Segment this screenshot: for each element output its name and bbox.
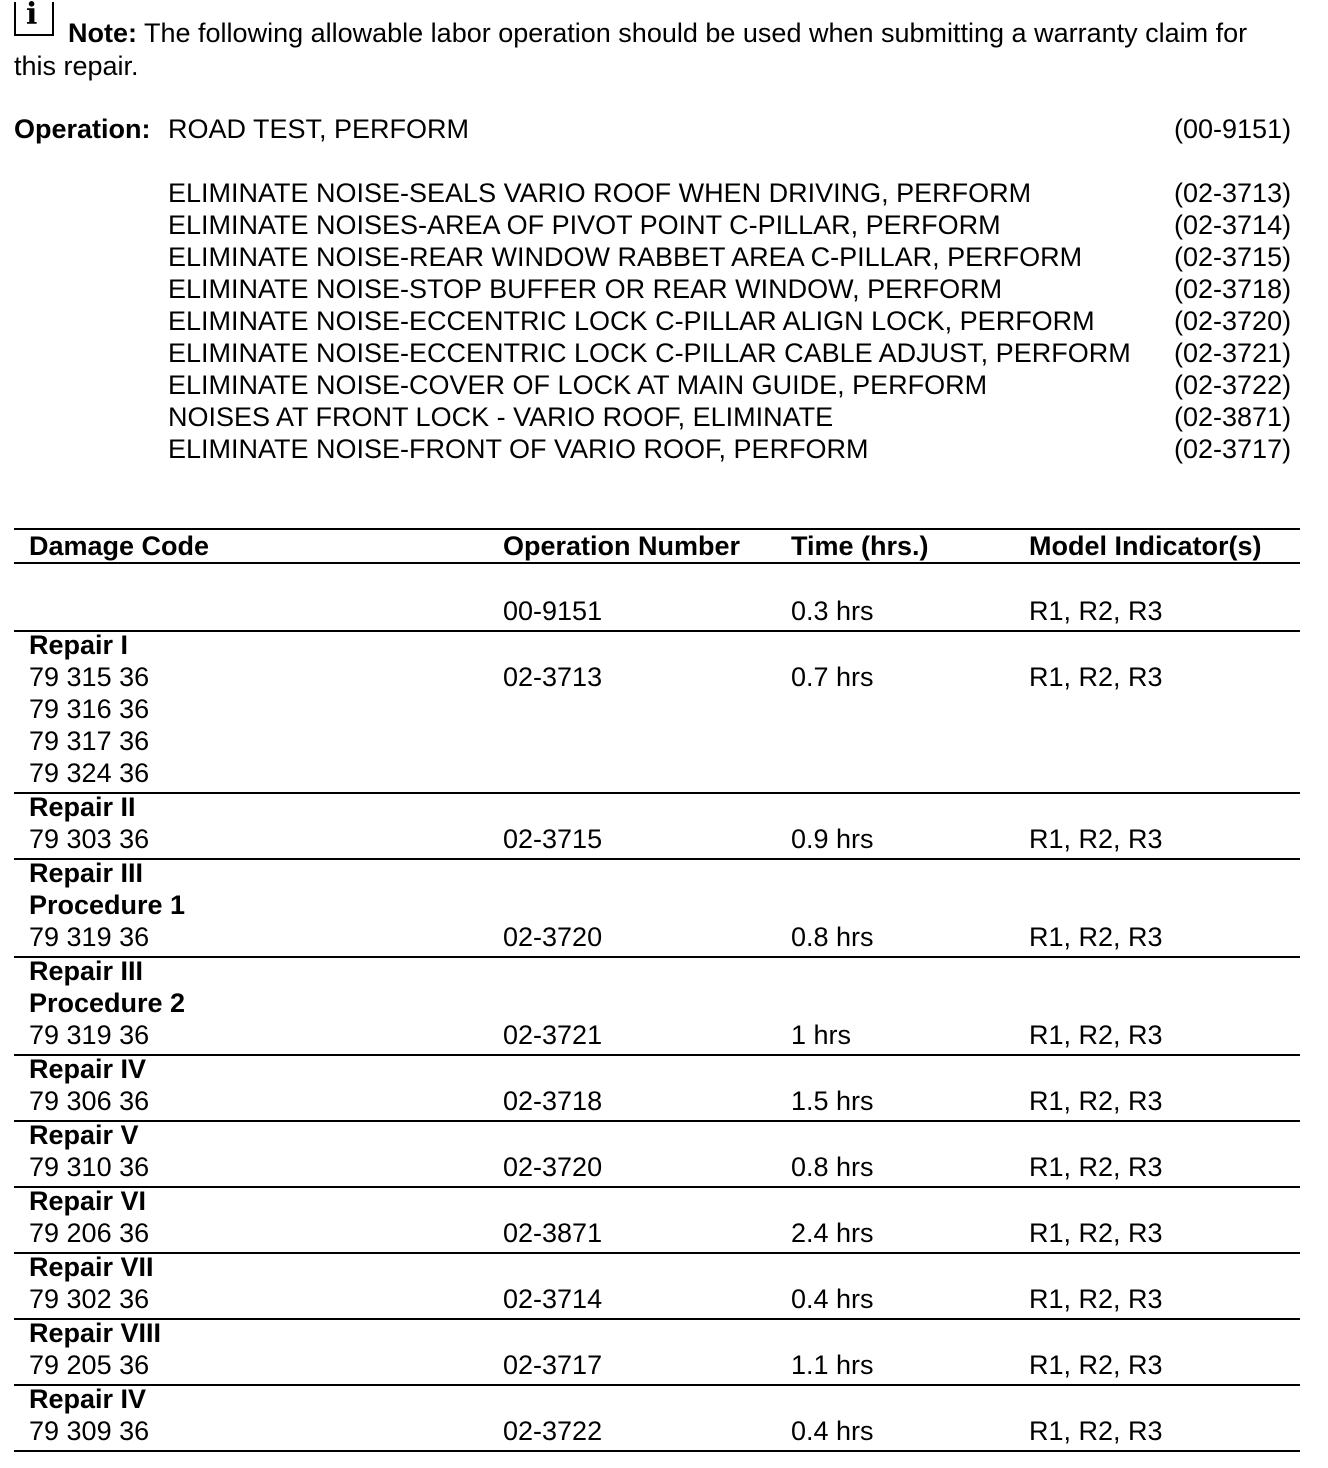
operation-code: (02-3715) (1174, 242, 1292, 272)
operation-number: 02-3713 (503, 662, 603, 692)
operation-description: ELIMINATE NOISE-FRONT OF VARIO ROOF, PERFORM (168, 434, 869, 464)
note-line-2: this repair. (14, 51, 139, 81)
repair-label: Repair III (29, 858, 144, 888)
operation-number: 00-9151 (503, 596, 603, 626)
header-damage-code: Damage Code (29, 531, 210, 561)
row-separator (14, 1450, 1300, 1452)
row-separator (14, 1384, 1300, 1386)
header-operation-number: Operation Number (503, 531, 741, 561)
note-text-1: The following allowable labor operation should be used when submitting a warranty claim for (144, 18, 1248, 48)
row-separator (14, 792, 1300, 794)
operation-code: (02-3871) (1174, 402, 1292, 432)
operation-code: (02-3722) (1174, 370, 1292, 400)
repair-label: Repair II (29, 792, 136, 822)
operation-description: ELIMINATE NOISE-COVER OF LOCK AT MAIN GUIDE, PERFORM (168, 370, 988, 400)
repair-label: Repair I (29, 630, 129, 660)
table-top-rule (14, 528, 1300, 530)
operation-description: ROAD TEST, PERFORM (168, 114, 470, 144)
operation-number: 02-3722 (503, 1416, 603, 1446)
time-value: 0.7 hrs (791, 662, 874, 692)
damage-code: 79 316 36 (29, 694, 150, 724)
operation-number: 02-3714 (503, 1284, 603, 1314)
operation-number: 02-3717 (503, 1350, 603, 1380)
damage-code: 79 306 36 (29, 1086, 150, 1116)
operation-description: ELIMINATE NOISE-STOP BUFFER OR REAR WINDOW, PERFORM (168, 274, 1003, 304)
header-model-indicators: Model Indicator(s) (1029, 531, 1262, 561)
row-separator (14, 1054, 1300, 1056)
row-separator (14, 630, 1300, 632)
operation-code: (02-3721) (1174, 338, 1292, 368)
row-separator (14, 1252, 1300, 1254)
model-indicators: R1, R2, R3 (1029, 596, 1163, 626)
row-separator (14, 858, 1300, 860)
damage-code: 79 319 36 (29, 1020, 150, 1050)
model-indicators: R1, R2, R3 (1029, 1218, 1163, 1248)
operation-code: (02-3720) (1174, 306, 1292, 336)
damage-code: 79 310 36 (29, 1152, 150, 1182)
damage-code: 79 319 36 (29, 922, 150, 952)
model-indicators: R1, R2, R3 (1029, 824, 1163, 854)
repair-label: Repair IV (29, 1054, 147, 1084)
operation-number: 02-3720 (503, 922, 603, 952)
damage-code: 79 324 36 (29, 758, 150, 788)
repair-label: Repair VII (29, 1252, 154, 1282)
info-icon: i (14, 2, 54, 36)
repair-label: Procedure 2 (29, 988, 186, 1018)
operation-description: ELIMINATE NOISE-ECCENTRIC LOCK C-PILLAR ALIGN LOCK, PERFORM (168, 306, 1095, 336)
damage-code: 79 303 36 (29, 824, 150, 854)
note-label: Note: (68, 18, 137, 48)
operation-number: 02-3721 (503, 1020, 603, 1050)
time-value: 2.4 hrs (791, 1218, 874, 1248)
repair-label: Repair V (29, 1120, 139, 1150)
model-indicators: R1, R2, R3 (1029, 662, 1163, 692)
operation-code: (02-3714) (1174, 210, 1292, 240)
damage-code: 79 205 36 (29, 1350, 150, 1380)
operation-number: 02-3720 (503, 1152, 603, 1182)
time-value: 0.4 hrs (791, 1284, 874, 1314)
time-value: 1.5 hrs (791, 1086, 874, 1116)
time-value: 0.9 hrs (791, 824, 874, 854)
operation-number: 02-3718 (503, 1086, 603, 1116)
note-line-1 (68, 18, 1247, 48)
operation-code: (02-3713) (1174, 178, 1292, 208)
model-indicators: R1, R2, R3 (1029, 1284, 1163, 1314)
operation-description: ELIMINATE NOISE-SEALS VARIO ROOF WHEN DRIVING, PERFORM (168, 178, 1032, 208)
time-value: 1.1 hrs (791, 1350, 874, 1380)
repair-label: Repair VIII (29, 1318, 162, 1348)
repair-label: Repair III (29, 956, 144, 986)
row-separator (14, 1120, 1300, 1122)
operation-code: (02-3718) (1174, 274, 1292, 304)
time-value: 0.3 hrs (791, 596, 874, 626)
model-indicators: R1, R2, R3 (1029, 1086, 1163, 1116)
operation-number: 02-3871 (503, 1218, 603, 1248)
damage-code: 79 315 36 (29, 662, 150, 692)
time-value: 0.8 hrs (791, 1152, 874, 1182)
damage-code: 79 309 36 (29, 1416, 150, 1446)
table-header-rule (14, 562, 1300, 564)
damage-code: 79 206 36 (29, 1218, 150, 1248)
row-separator (14, 1318, 1300, 1320)
operation-description: NOISES AT FRONT LOCK - VARIO ROOF, ELIMINATE (168, 402, 834, 432)
operation-description: ELIMINATE NOISE-REAR WINDOW RABBET AREA C-PILLAR, PERFORM (168, 242, 1083, 272)
row-separator (14, 956, 1300, 958)
damage-code: 79 302 36 (29, 1284, 150, 1314)
time-value: 1 hrs (791, 1020, 852, 1050)
operation-code: (02-3717) (1174, 434, 1292, 464)
time-value: 0.8 hrs (791, 922, 874, 952)
operation-number: 02-3715 (503, 824, 603, 854)
time-value: 0.4 hrs (791, 1416, 874, 1446)
model-indicators: R1, R2, R3 (1029, 1416, 1163, 1446)
damage-code: 79 317 36 (29, 726, 150, 756)
operation-description: ELIMINATE NOISE-ECCENTRIC LOCK C-PILLAR CABLE ADJUST, PERFORM (168, 338, 1131, 368)
operation-code: (00-9151) (1174, 114, 1292, 144)
header-time: Time (hrs.) (791, 531, 929, 561)
row-separator (14, 1186, 1300, 1188)
operation-description: ELIMINATE NOISES-AREA OF PIVOT POINT C-PILLAR, PERFORM (168, 210, 1001, 240)
model-indicators: R1, R2, R3 (1029, 1350, 1163, 1380)
repair-label: Repair IV (29, 1384, 147, 1414)
model-indicators: R1, R2, R3 (1029, 1020, 1163, 1050)
repair-label: Procedure 1 (29, 890, 186, 920)
operation-label: Operation: (14, 114, 151, 144)
model-indicators: R1, R2, R3 (1029, 922, 1163, 952)
repair-label: Repair VI (29, 1186, 147, 1216)
model-indicators: R1, R2, R3 (1029, 1152, 1163, 1182)
